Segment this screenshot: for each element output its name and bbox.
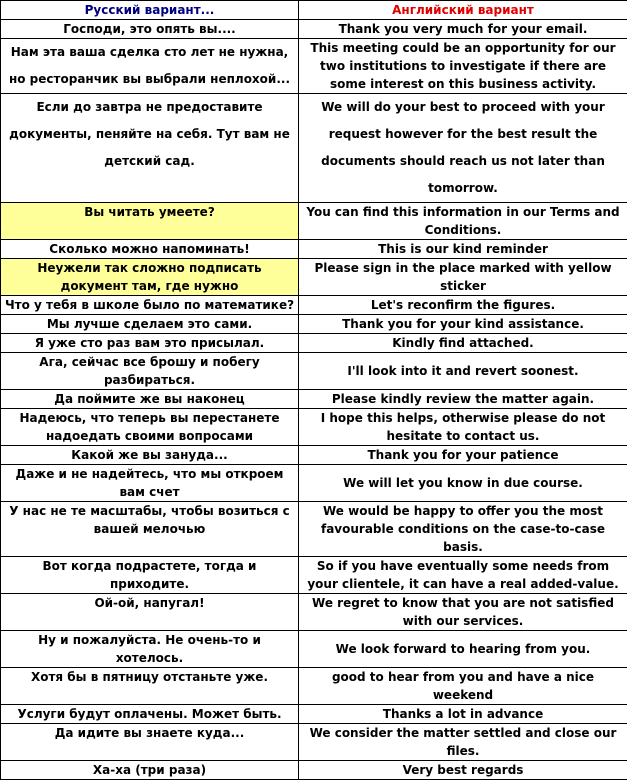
english-cell: Thanks a lot in advance — [299, 705, 627, 724]
russian-cell: Неужели так сложно подписать документ там, где нужно — [1, 259, 299, 296]
russian-cell: Нам эта ваша сделка сто лет не нужна, но ресторанчик вы выбрали неплохой... — [1, 39, 299, 94]
russian-cell: Я уже сто раз вам это присылал. — [1, 334, 299, 353]
russian-cell: Даже и не надейтесь, что мы откроем вам счет — [1, 465, 299, 502]
russian-cell: Ну и пожалуйста. Не очень-то и хотелось. — [1, 631, 299, 668]
table-row — [1, 465, 627, 502]
table-row — [1, 631, 627, 668]
russian-cell: Да поймите же вы наконец — [1, 390, 299, 409]
table-row — [1, 409, 627, 446]
english-cell: We would be happy to offer you the most favourable conditions on the case-to-case basis. — [299, 502, 627, 557]
table-row — [1, 353, 627, 390]
russian-cell: У нас не те масштабы, чтобы возиться с вашей мелочью — [1, 502, 299, 557]
english-cell: Thank you for your patience — [299, 446, 627, 465]
english-column-header: Английский вариант — [299, 1, 627, 20]
russian-column-header: Русский вариант... — [1, 1, 299, 20]
english-cell: Please sign in the place marked with yellow sticker — [299, 259, 627, 296]
table-row — [1, 20, 627, 39]
english-cell: This meeting could be an opportunity for our two institutions to investigate if there are some interest on this business activity. — [299, 39, 627, 94]
russian-cell: Мы лучше сделаем это сами. — [1, 315, 299, 334]
english-cell: I'll look into it and revert soonest. — [299, 353, 627, 390]
header-row — [1, 1, 627, 20]
english-cell: We look forward to hearing from you. — [299, 631, 627, 668]
english-cell: We regret to know that you are not satisfied with our services. — [299, 594, 627, 631]
english-cell: Thank you for your kind assistance. — [299, 315, 627, 334]
table-row — [1, 39, 627, 94]
english-cell: Very best regards — [299, 761, 627, 780]
english-cell: So if you have eventually some needs from your clientele, it can have a real added-value. — [299, 557, 627, 594]
russian-cell: Господи, это опять вы.... — [1, 20, 299, 39]
russian-cell: Что у тебя в школе было по математике? — [1, 296, 299, 315]
english-cell: I hope this helps, otherwise please do not hesitate to contact us. — [299, 409, 627, 446]
russian-cell: Сколько можно напоминать! — [1, 240, 299, 259]
table-row — [1, 259, 627, 296]
english-cell: Thank you very much for your email. — [299, 20, 627, 39]
table-row — [1, 594, 627, 631]
table-row — [1, 240, 627, 259]
table-row — [1, 94, 627, 203]
table-row — [1, 724, 627, 761]
russian-cell: Ха-ха (три раза) — [1, 761, 299, 780]
english-cell: good to hear from you and have a nice weekend — [299, 668, 627, 705]
russian-cell: Хотя бы в пятницу отстаньте уже. — [1, 668, 299, 705]
english-cell: Let's reconfirm the figures. — [299, 296, 627, 315]
russian-cell: Услуги будут оплачены. Может быть. — [1, 705, 299, 724]
russian-cell: Надеюсь, что теперь вы перестанете надоедать своими вопросами — [1, 409, 299, 446]
table-row — [1, 315, 627, 334]
russian-cell: Какой же вы зануда... — [1, 446, 299, 465]
english-cell: Kindly find attached. — [299, 334, 627, 353]
english-cell: We will do your best to proceed with your request however for the best result the documents should reach us not later than tomorrow. — [299, 94, 627, 203]
russian-cell: Если до завтра не предоставите документы, пеняйте на себя. Тут вам не детский сад. — [1, 94, 299, 203]
english-cell: You can find this information in our Terms and Conditions. — [299, 203, 627, 240]
english-cell: Please kindly review the matter again. — [299, 390, 627, 409]
english-cell: This is our kind reminder — [299, 240, 627, 259]
table-row — [1, 668, 627, 705]
russian-cell: Ага, сейчас все брошу и побегу разбираться. — [1, 353, 299, 390]
russian-cell: Ой-ой, напугал! — [1, 594, 299, 631]
table-row — [1, 761, 627, 780]
english-cell: We will let you know in due course. — [299, 465, 627, 502]
table-row — [1, 390, 627, 409]
table-row — [1, 502, 627, 557]
english-cell: We consider the matter settled and close our files. — [299, 724, 627, 761]
table-row — [1, 446, 627, 465]
table-row — [1, 203, 627, 240]
russian-cell: Вы читать умеете? — [1, 203, 299, 240]
russian-cell: Да идите вы знаете куда... — [1, 724, 299, 761]
table-row — [1, 296, 627, 315]
table-row — [1, 705, 627, 724]
table-row — [1, 334, 627, 353]
table-row — [1, 557, 627, 594]
russian-cell: Вот когда подрастете, тогда и приходите. — [1, 557, 299, 594]
